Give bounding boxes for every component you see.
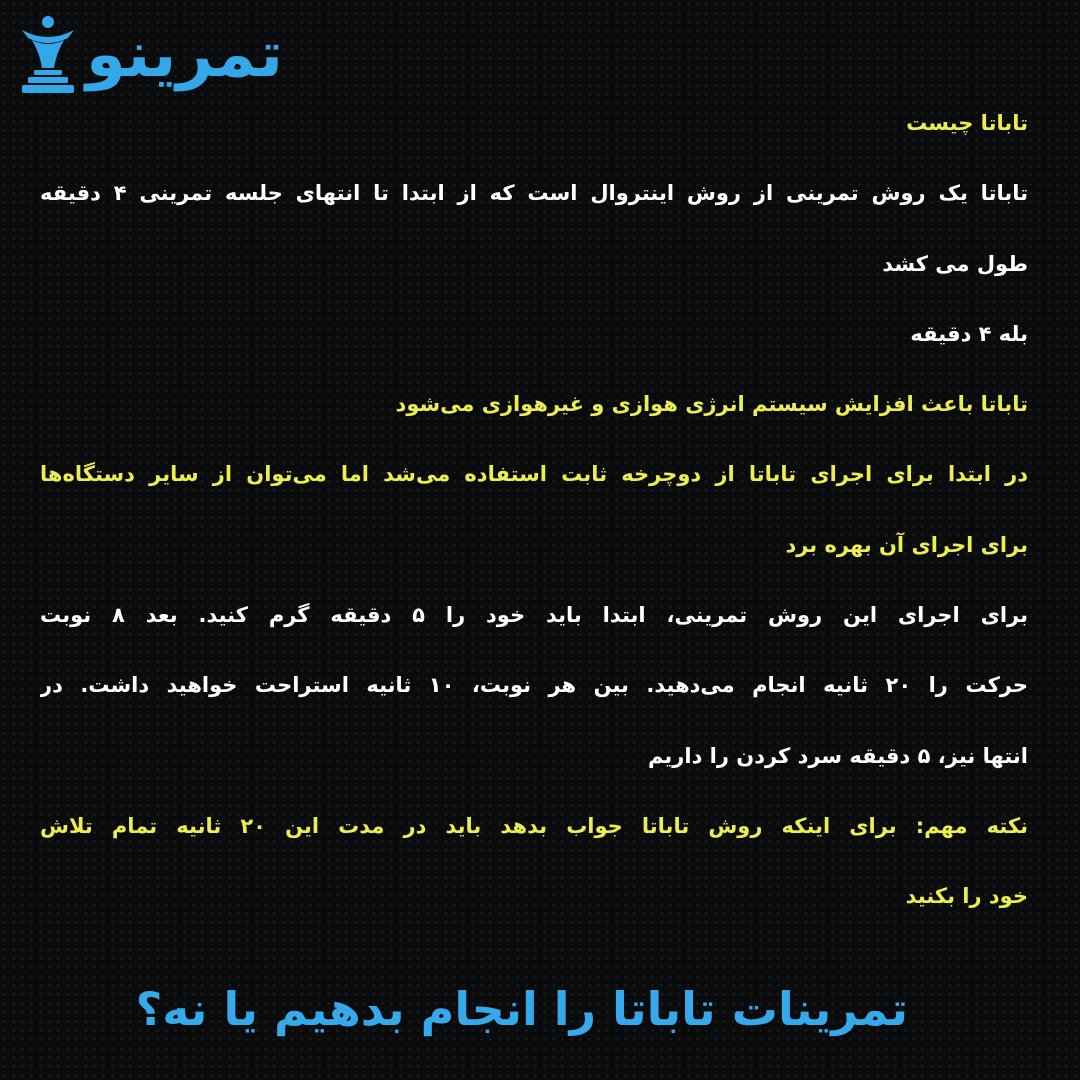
brand-name: تمرینو [86, 18, 284, 92]
footer-title: تمرینات تاباتا را انجام بدهیم یا نه؟ [135, 982, 908, 1036]
paragraph-line: انتها نیز، ۵ دقیقه سرد کردن را داریم [647, 743, 1028, 768]
paragraph-line: برای اجرای این روش تمرینی، ابتدا باید خود را ۵ دقیقه گرم کنید. بعد ۸ نوبت [40, 603, 1028, 628]
important-note-line: خود را بکنید [905, 884, 1028, 909]
brand-logo [14, 10, 444, 100]
paragraph-line: تاباتا یک روش تمرینی از روش اینتروال است که از ابتدا تا انتهای جلسه تمرینی ۴ دقیقه [40, 181, 1028, 206]
highlight-line: برای اجرای آن بهره برد [785, 532, 1028, 557]
highlight-line: در ابتدا برای اجرای تاباتا از دوچرخه ثابت استفاده می‌شد اما می‌توان از سایر دستگاه‌ها [40, 462, 1028, 487]
chess-queen-icon [14, 14, 82, 96]
paragraph-line: طول می کشد [882, 251, 1028, 276]
article-body [40, 88, 1028, 932]
heading-what-is-tabata: تاباتا چیست [906, 111, 1028, 135]
paragraph-line: بله ۴ دقیقه [910, 321, 1028, 346]
paragraph-line: حرکت را ۲۰ ثانیه انجام می‌دهید. بین هر نوبت، ۱۰ ثانیه استراحت خواهید داشت. در [40, 673, 1028, 698]
important-note-line: نکته مهم: برای اینکه روش تاباتا جواب بدهد باید در مدت این ۲۰ ثانیه تمام تلاش [40, 813, 1028, 838]
highlight-line: تاباتا باعث افزایش سیستم انرژی هوازی و غیرهوازی می‌شود [395, 392, 1028, 417]
